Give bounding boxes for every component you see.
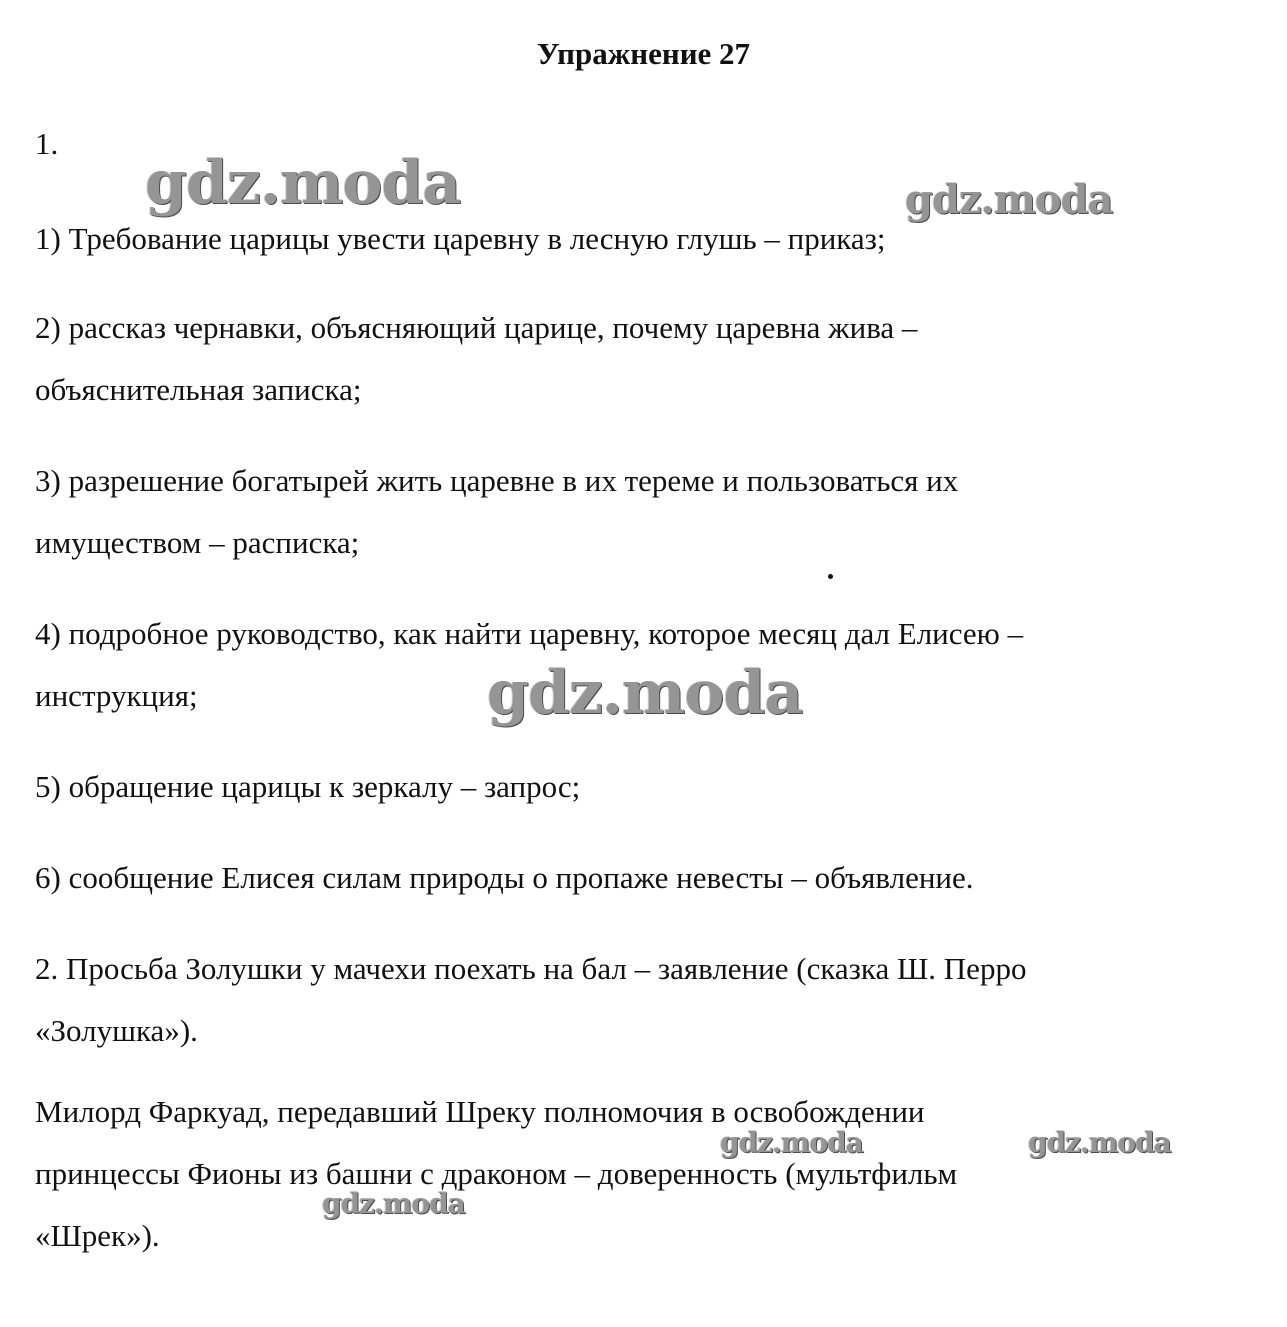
answer-line-2a: 2) рассказ чернавки, объясняющий царице, почему царевна жива – — [35, 310, 918, 345]
watermark-logo: gdz.moda — [487, 658, 803, 728]
answer-line-6: 6) сообщение Елисея силам природы о пропаже невесты – объявление. — [35, 860, 974, 895]
answer-line-3a: 3) разрешение богатырей жить царевне в их тереме и пользоваться их — [35, 463, 959, 498]
answer-line-7b: «Золушка»). — [35, 1013, 198, 1048]
answer-line-8c: «Шрек»). — [35, 1218, 160, 1253]
answer-line-8a: Милорд Фаркуад, передавший Шреку полномочия в освобождении — [35, 1094, 925, 1129]
exercise-title: Упражнение 27 — [536, 36, 751, 71]
section-number-1: 1. — [35, 126, 59, 161]
watermark-logo: gdz.moda — [322, 1187, 465, 1220]
answer-line-8b: принцессы Фионы из башни с драконом – доверенность (мультфильм — [35, 1156, 958, 1191]
answer-line-7a: 2. Просьба Золушки у мачехи поехать на бал – заявление (сказка Ш. Перро — [35, 951, 1027, 986]
answer-line-4b: инструкция; — [35, 678, 198, 713]
answer-line-2b: объяснительная записка; — [35, 372, 362, 407]
watermark-logo: gdz.moda — [905, 176, 1113, 223]
answer-line-3b: имуществом – расписка; — [35, 525, 360, 560]
watermark-logo: gdz.moda — [720, 1126, 863, 1159]
answer-line-1: 1) Требование царицы увести царевну в лесную глушь – приказ; — [35, 221, 886, 256]
answer-line-5: 5) обращение царицы к зеркалу – запрос; — [35, 769, 581, 804]
watermark-logo: gdz.moda — [145, 148, 461, 218]
stray-dot-mark — [828, 574, 833, 579]
watermark-logo: gdz.moda — [1028, 1126, 1171, 1159]
answer-line-4a: 4) подробное руководство, как найти царевну, которое месяц дал Елисею – — [35, 616, 1024, 651]
